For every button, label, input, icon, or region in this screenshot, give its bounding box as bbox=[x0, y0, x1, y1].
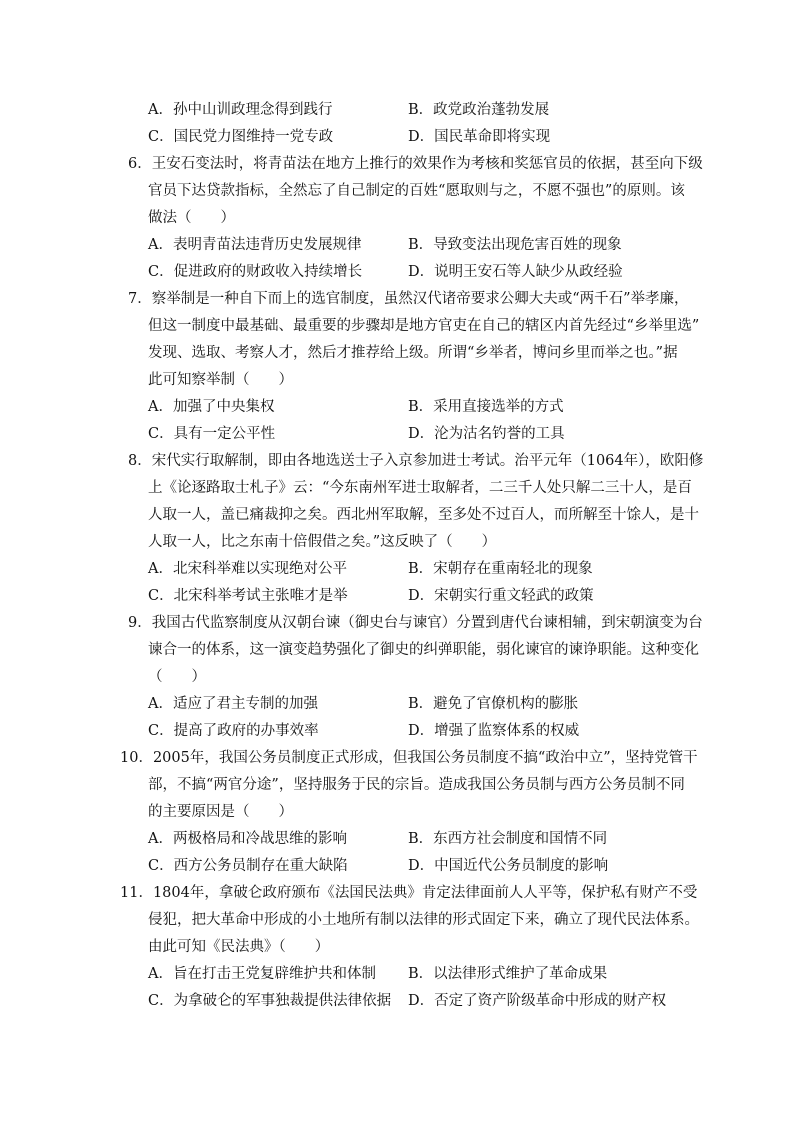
q6-option-c: C．促进政府的财政收入持续增长 bbox=[148, 264, 363, 280]
q8-stem-line-2: 上《论逐路取士札子》云：“今东南州军进士取解者，二三千人处只解二三十人，是百 bbox=[148, 480, 692, 496]
q10-option-d: D．中国近代公务员制度的影响 bbox=[408, 858, 609, 874]
q10-stem-line-2: 部，不搞“两官分途”，坚持服务于民的宗旨。造成我国公务员制与西方公务员制不同 bbox=[148, 777, 685, 793]
q8-stem-line-1: 8．宋代实行取解制，即由各地选送士子入京参加进士考试。治平元年（1064年），欧阳修 bbox=[128, 453, 704, 469]
q8-option-a: A．北宋科举难以实现绝对公平 bbox=[148, 561, 347, 577]
q5-option-b: B．政党政治蓬勃发展 bbox=[408, 102, 550, 118]
q10-stem-line-1: 10．2005年，我国公务员制度正式形成，但我国公务员制度不搞“政治中立”，坚持党管干 bbox=[120, 750, 698, 766]
q7-option-a: A．加强了中央集权 bbox=[148, 399, 275, 415]
q9-stem-line-3: （ ） bbox=[148, 669, 206, 685]
q10-stem-line-3: 的主要原因是（ ） bbox=[148, 804, 293, 820]
q6-option-b: B．导致变法出现危害百姓的现象 bbox=[408, 237, 622, 253]
q8-stem-line-3: 人取一人，盖已痛裁抑之矣。西北州军取解，至多处不过百人，而所解至十馀人，是十 bbox=[148, 507, 699, 523]
q8-stem-line-4: 人取一人，比之东南十倍假借之矣。”这反映了（ ） bbox=[148, 534, 497, 550]
q8-option-b: B．宋朝存在重南轻北的现象 bbox=[408, 561, 593, 577]
q7-option-c: C．具有一定公平性 bbox=[148, 426, 276, 442]
q10-option-b: B．东西方社会制度和国情不同 bbox=[408, 831, 608, 847]
q6-option-d: D．说明王安石等人缺少从政经验 bbox=[408, 264, 623, 280]
q11-option-c: C．为拿破仑的军事独裁提供法律依据 bbox=[148, 993, 392, 1009]
q7-stem-line-1: 7．察举制是一种自下而上的选官制度，虽然汉代诸帝要求公卿大夫或“两千石”举孝廉， bbox=[128, 291, 689, 307]
q10-option-a: A．两极格局和冷战思维的影响 bbox=[148, 831, 347, 847]
q11-stem-line-3: 由此可知《民法典》（ ） bbox=[148, 939, 330, 955]
q6-stem-line-1: 6．王安石变法时，将青苗法在地方上推行的效果作为考核和奖惩官员的依据，甚至向下级 bbox=[128, 156, 703, 172]
q5-option-c: C．国民党力图维持一党专政 bbox=[148, 129, 334, 145]
q11-option-b: B．以法律形式维护了革命成果 bbox=[408, 966, 608, 982]
q9-stem-line-2: 谏合一的体系，这一演变趋势强化了御史的纠弹职能，弱化谏官的谏诤职能。这种变化 bbox=[148, 642, 699, 658]
q6-option-a: A．表明青苗法违背历史发展规律 bbox=[148, 237, 362, 253]
q11-stem-line-1: 11．1804年，拿破仑政府颁布《法国民法典》肯定法律面前人人平等，保护私有财产不受 bbox=[120, 885, 698, 901]
q10-option-c: C．西方公务员制存在重大缺陷 bbox=[148, 858, 348, 874]
q9-option-d: D．增强了监察体系的权威 bbox=[408, 723, 580, 739]
q11-option-a: A．旨在打击王党复辟维护共和体制 bbox=[148, 966, 376, 982]
q9-option-c: C．提高了政府的办事效率 bbox=[148, 723, 319, 739]
q8-option-c: C．北宋科举考试主张唯才是举 bbox=[148, 588, 348, 604]
q8-option-d: D．宋朝实行重文轻武的政策 bbox=[408, 588, 594, 604]
q6-stem-line-2: 官员下达贷款指标，全然忘了自己制定的百姓“愿取则与之，不愿不强也”的原则。该 bbox=[148, 183, 685, 199]
q7-stem-line-3: 发现、选取、考察人才，然后才推荐给上级。所谓“乡举者，博问乡里而举之也。”据 bbox=[148, 345, 678, 361]
q11-option-d: D．否定了资产阶级革命中形成的财产权 bbox=[408, 993, 667, 1009]
q5-option-d: D．国民革命即将实现 bbox=[408, 129, 551, 145]
q9-option-a: A．适应了君主专制的加强 bbox=[148, 696, 318, 712]
q7-stem-line-4: 此可知察举制（ ） bbox=[148, 372, 293, 388]
q11-stem-line-2: 侵犯，把大革命中形成的小土地所有制以法律的形式固定下来，确立了现代民法体系。 bbox=[148, 912, 699, 928]
q5-option-a: A．孙中山训政理念得到践行 bbox=[148, 102, 333, 118]
q7-option-b: B．采用直接选举的方式 bbox=[408, 399, 564, 415]
q9-option-b: B．避免了官僚机构的膨胀 bbox=[408, 696, 579, 712]
q7-option-d: D．沦为沽名钓誉的工具 bbox=[408, 426, 565, 442]
q6-stem-line-3: 做法（ ） bbox=[148, 210, 235, 226]
q9-stem-line-1: 9．我国古代监察制度从汉朝台谏（御史台与谏官）分置到唐代台谏相辅，到宋朝演变为台 bbox=[128, 615, 703, 631]
q7-stem-line-2: 但这一制度中最基础、最重要的步骤却是地方官吏在自己的辖区内首先经过“乡举里选” bbox=[148, 318, 700, 334]
